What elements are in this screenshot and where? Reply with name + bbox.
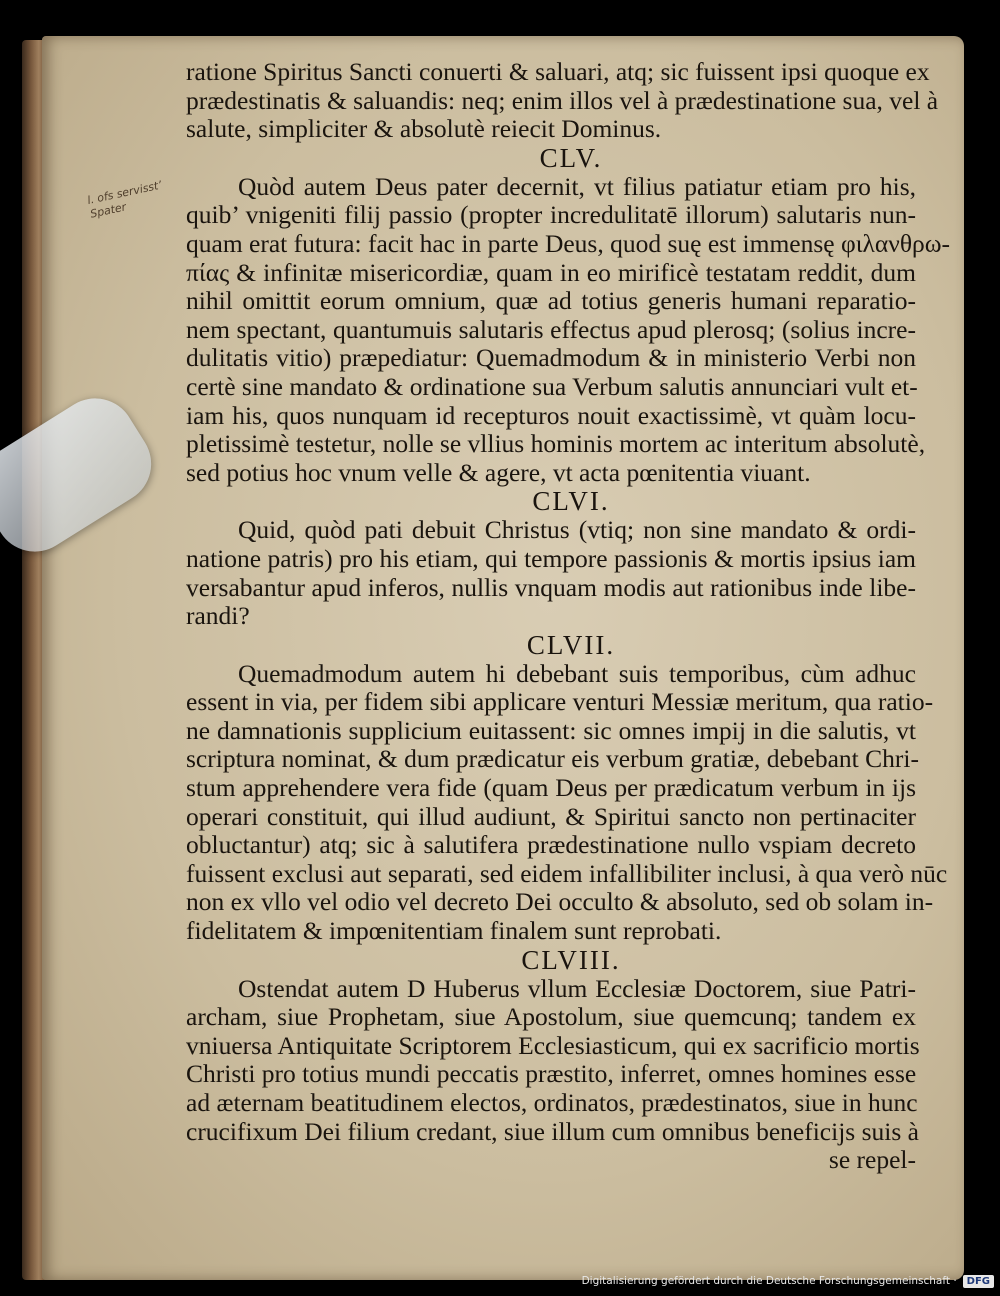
page-text <box>186 57 951 1175</box>
footer-credit: Digitalisierung gefördert durch die Deutsche Forschungsgemeinschaft · <box>581 1275 957 1287</box>
text-line: nem spectant, quantumuis salutaris effectus apud plerosq; (solius incre- <box>186 314 916 344</box>
text-line: pletissimè testetur, nolle se vllius hominis mortem ac interitum absolutè, <box>186 429 926 459</box>
text-line: Christi pro totius mundi peccatis præstito, inferret, omnes homines esse <box>186 1059 917 1089</box>
text-line: Quòd autem Deus pater decernit, vt filius patiatur etiam pro his, <box>238 171 916 201</box>
dfg-logo: DFG <box>963 1275 994 1288</box>
text-line: randi? <box>186 601 250 631</box>
text-line: certè sine mandato & ordinatione sua Verbum salutis annunciari vult et- <box>186 371 918 401</box>
text-line: crucifixum Dei filium credant, siue illum cum omnibus beneficijs suis à <box>186 1116 919 1146</box>
text-line: ratione Spiritus Sancti conuerti & saluari, atq; sic fuissent ipsi quoque ex <box>186 57 930 86</box>
text-line: versabantur apud inferos, nullis vnquam modis aut rationibus inde libe- <box>186 572 916 602</box>
text-line: Quid, quòd pati debuit Christus (vtiq; non sine mandato & ordi- <box>238 515 916 545</box>
text-line: obluctantur) atq; sic à salutifera prædestinatione nullo vspiam decreto <box>186 830 916 860</box>
text-line: fidelitatem & impœnitentiam finalem sunt reprobati. <box>186 916 722 946</box>
text-line: fuissent exclusi aut separati, sed eidem infallibiliter inclusi, à qua verò nūc <box>186 858 948 888</box>
text-line: nihil omittit eorum omnium, quæ ad totius generis humani reparatio- <box>186 286 916 316</box>
section-heading: CLVIII. <box>521 944 621 975</box>
text-line: quib’ vnigeniti filij passio (propter incredulitatē illorum) salutaris nun- <box>186 200 916 230</box>
text-line: πίας & infinitæ misericordiæ, quam in eo mirificè testatam reddit, dum <box>186 257 916 287</box>
text-line: scriptura nominat, & dum prædicatur eis verbum gratiæ, debebant Chri- <box>186 744 919 774</box>
text-line: vniuersa Antiquitate Scriptorem Ecclesiasticum, qui ex sacrificio mortis <box>186 1030 920 1060</box>
text-line: dulitatis vitio) præpediatur: Quemadmodum & in ministerio Verbi non <box>186 343 916 373</box>
text-line: archam, siue Prophetam, siue Apostolum, siue quemcunq; tandem ex <box>186 1002 916 1032</box>
footer <box>582 1272 994 1290</box>
text-line: ad æternam beatitudinem electos, ordinatos, prædestinatos, siue in hunc <box>186 1088 918 1117</box>
text-line: natione patris) pro his etiam, qui tempore passionis & mortis ipsius iam <box>186 543 916 573</box>
text-line: prædestinatis & saluandis: neq; enim illos vel à prædestinatione sua, vel à <box>186 85 939 115</box>
text-line: Ostendat autem D Huberus vllum Ecclesiæ Doctorem, siue Patri- <box>238 973 916 1003</box>
text-line: sed potius hoc vnum velle & agere, vt acta pœnitentia viuant. <box>186 457 811 487</box>
section-heading: CLVII. <box>526 629 616 660</box>
text-line: quam erat futura: facit hac in parte Deus, quod suę est immensę φιλανθρω- <box>186 228 951 258</box>
text-line: operari constituit, qui illud audiunt, & Spiritui sancto non pertinaciter <box>186 801 916 831</box>
section-heading: CLVI. <box>532 486 610 517</box>
text-line: Quemadmodum autem hi debebant suis temporibus, cùm adhuc <box>238 658 916 688</box>
text-line: se repel- <box>828 1145 916 1175</box>
section-heading: CLV. <box>539 142 603 173</box>
text-line: non ex vllo vel odio vel decreto Dei occulto & absoluto, sed ob solam in- <box>186 887 934 917</box>
text-line: ne damnationis supplicium euitassent: sic omnes impij in die salutis, vt <box>186 715 916 745</box>
text-line: stum apprehendere vera fide (quam Deus per prædicatum verbum in ijs <box>186 773 916 803</box>
text-line: essent in via, per fidem sibi applicare venturi Messiæ meritum, qua ratio- <box>186 687 934 717</box>
text-line: iam his, quos nunquam id recepturos nouit exactissimè, vt quàm locu- <box>186 400 916 430</box>
handwritten-margin-note: l. ofs servisst’ Spater <box>86 178 163 221</box>
text-line: salute, simpliciter & absolutè reiecit Dominus. <box>186 114 662 144</box>
